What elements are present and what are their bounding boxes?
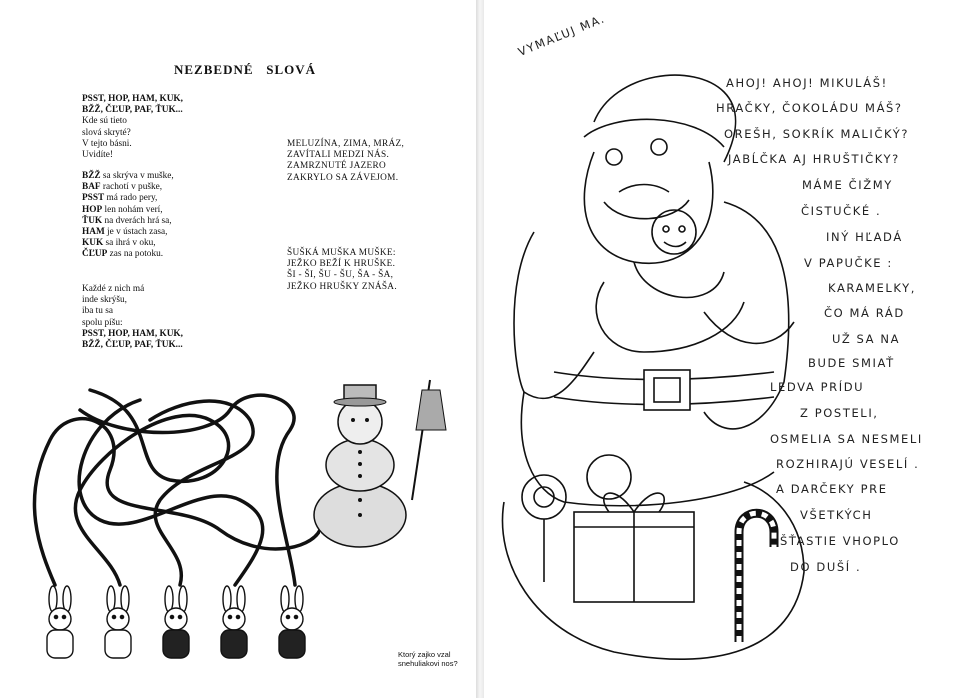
poem-line: HRAČKY, ČOKOLÁDU MÁŠ? [716, 101, 903, 115]
keyword: PSST [82, 193, 105, 204]
text-line: V tejto básni. [82, 138, 132, 149]
coloring-heading: VYMAĽUJ MA. [516, 11, 608, 59]
poem-line: OREŠH, SOKRÍK MALIČKÝ? [724, 127, 910, 141]
text-line [82, 249, 174, 260]
poem-line: MÁME ČIŽMY [802, 178, 893, 192]
text-line: JEŽKO HRUŠKY ZNÁŠA. [287, 281, 397, 292]
text-line: ZAMRZNUTÉ JAZERO [287, 161, 387, 172]
poem-line: ROZHIRAJÚ VESELÍ . [776, 457, 920, 471]
text-line: BŽŽ, ČĽUP, PAF, ŤUK... [82, 105, 183, 116]
keyword: ŤUK [82, 215, 103, 226]
poem-end [82, 284, 183, 351]
bunny [105, 586, 131, 658]
poem-intro [82, 94, 183, 161]
text-line: ZAKRYLO SA ZÁVEJOM. [287, 172, 399, 183]
poem-line: ČISTUČKÉ . [801, 204, 882, 218]
poem-line: LEDVA PRÍDU [770, 380, 865, 394]
keyword: HOP [82, 204, 103, 215]
text-line [82, 182, 174, 193]
line-text: zas na potoku. [107, 249, 164, 260]
poem-line: VŠETKÝCH [800, 508, 873, 522]
text-line: JEŽKO BEŽÍ K HRUŠKE. [287, 259, 396, 270]
keyword: ČĽUP [82, 249, 108, 260]
text-line: iba tu sa [82, 306, 113, 317]
line-text: rachotí v puške, [100, 182, 163, 193]
bunnies-illustration [30, 585, 330, 665]
bunny [163, 586, 189, 658]
text-line: ŠI - ŠI, ŠU - ŠU, ŠA - ŠA, [287, 270, 394, 281]
line-text: na dverách hrá sa, [102, 215, 172, 226]
poem-line: AHOJ! AHOJ! MIKULÁŠ! [726, 76, 888, 90]
santa-coloring-illustration [494, 52, 814, 692]
poem-line: BUDE SMIAŤ [808, 356, 895, 370]
page-title: NEZBEDNÉ SLOVÁ [174, 62, 317, 77]
poem-line: A DARČEKY PRE [776, 482, 888, 496]
text-line [82, 171, 174, 182]
verse-meluzina [287, 139, 404, 184]
poem-line: JABĹČKA AJ HRUŠTIČKY? [728, 152, 900, 166]
line-text: sa skrýva v muške, [100, 171, 174, 181]
line-text: má rado pery, [104, 193, 158, 204]
maze-question: Ktorý zajko vzal snehuliakovi nos? [398, 650, 458, 668]
poem-middle [82, 171, 174, 261]
text-line: slová skryté? [82, 127, 131, 138]
poem-line: ŠŤASTIE VHOPLO [780, 534, 900, 548]
text-line: BŽŽ, ČĽUP, PAF, ŤUK... [82, 340, 183, 351]
text-line: MELUZÍNA, ZIMA, MRÁZ, [287, 139, 405, 149]
text-line: Kde sú tieto [82, 116, 127, 127]
verse-suska-muska [287, 248, 397, 293]
maze-lines-illustration [20, 380, 320, 590]
keyword: BŽŽ [82, 171, 101, 181]
text-line [82, 193, 174, 204]
text-line: ZAVÍTALI MEDZI NÁS. [287, 150, 390, 161]
text-line [82, 205, 174, 216]
text-line [82, 216, 174, 227]
bunny [279, 586, 305, 658]
poem-line: KARAMELKY, [828, 281, 917, 295]
keyword: KUK [82, 238, 104, 249]
text-line: PSST, HOP, HAM, KUK, [82, 328, 183, 339]
poem-line: ČO MÁ RÁD [824, 306, 905, 320]
bunny [47, 586, 73, 658]
line-text: sa ihrá v oku, [103, 238, 156, 249]
poem-line: V PAPUČKE : [804, 256, 893, 270]
text-line: PSST, HOP, HAM, KUK, [82, 94, 183, 104]
text-line [82, 238, 174, 249]
text-line: spolu píšu: [82, 317, 123, 328]
poem-line: Z POSTELI, [800, 406, 879, 420]
poem-line: DO DUŠÍ . [790, 560, 862, 574]
text-line: Uvidíte! [82, 150, 113, 161]
text-line: inde skrýšu, [82, 295, 127, 306]
left-page [0, 0, 478, 698]
poem-line: UŽ SA NA [832, 332, 901, 346]
snowman-illustration [300, 370, 450, 550]
text-line: Každé z nich má [82, 284, 145, 294]
poem-line: OSMELIA SA NESMELI [770, 432, 923, 446]
right-page [484, 0, 960, 698]
keyword: BAF [82, 182, 101, 193]
bunny [221, 586, 247, 658]
line-text: je v ústach zasa, [104, 227, 168, 238]
poem-line: INÝ HĽADÁ [826, 230, 903, 244]
text-line: ŠUŠKÁ MUŠKA MUŠKE: [287, 248, 396, 258]
keyword: HAM [82, 227, 105, 238]
text-line [82, 227, 174, 238]
line-text: len nohám verí, [102, 204, 163, 215]
